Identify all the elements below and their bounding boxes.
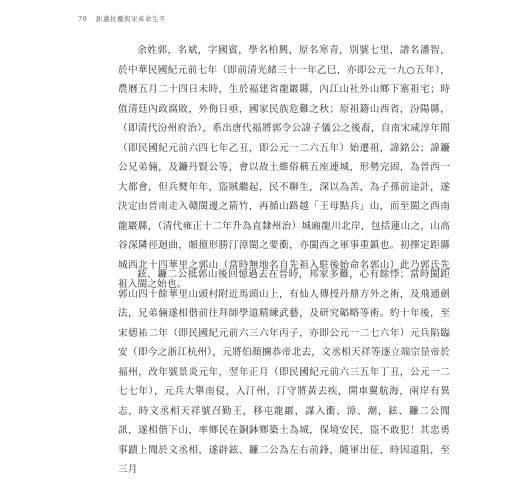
page-number: 70 xyxy=(78,15,88,23)
paragraph-2 xyxy=(118,265,450,480)
paragraph-1 xyxy=(118,41,450,295)
page-header xyxy=(78,14,166,23)
paragraph-text: 余姓郭，名斌，字國賓，學名柏興，原名寒青，別號七里，譜名潘智，於中華民國紀元前七年（即前清光緒三十一年乙巳，亦即公元一九○五年），農曆五月二十四日未時，生於福建省龍巖縣，內江山社外山鄉下寨祖宅；時值清廷內政腐敗，外侮日亟，國家民族危難之秋；原祖籍山西省，汾陽縣，（即清代汾州府治），系出唐代福將郭令公諱子儀公之後裔，自南宋咸淳年間（即民國紀元前六四七年乙丑，即公元一二六五年）始遷祖，諱銘公；諱鐮公兄弟倆，及鐮丹賢公等，會以故土維俗稱五座連城，形勢完固，為晉西一大都會，但兵燹年年，盜賊繼起，民不聊生，深以為苦，為子孫前途計，遂決定由晉南走入贛閩邊之箭竹，再循山路越「王母點兵」山，而至閩之西南龍巖縣，（清代雍正十二年升為直隸州治）城廂龍川北岸，包括蓮山之，山高谷深隣徑迴曲，頗擅形勝汀漳閩之要衝，亦閩西之軍事重鎮也。初擇定距縣城西北十四華里之郭山（當時無地名自先祖入駐後始命名郭山）此乃郭氏先祖入閩之始也。 xyxy=(118,45,450,290)
paragraph-text: 鉉、鐮二公抵郭山後回憶過去在晉時，邦家多難，心有餘悸；當時閩距郭山四十餘華里山頭村附近馬頭山上，有仙人傳授丹鼎方外之術，及飛通劍法，兄弟倆遂相偕前往拜師學道精練武藝，及研究韜略等術。約十年後，至宋德祐二年（即民國紀元前六三六年丙子，亦即公元一二七六年）元兵陷臨安（即今之浙江杭州），元將伯顏擄恭帝北去，文丞相天祥等逐立端宗昰帝於福州，改年號景炎元年，翌年正月（即民國紀元前六三五年丁丑，公元一二七七年），元兵大舉南侵，入汀州，汀守將黃去疾，開車翼航海，兩岸有異志，時文丞相天祥號召勤王，移屯龍巖，謀入衝、漳、潮，鉉、鐮二公聞訊，遂相偕下山，率鄉民在銅鉢鄉築土為城，保境安民，盜不敢犯！其忠勇事蹟上聞於文丞相，遂辟鉉、鐮二公為左右前鋒，隨軍出征，時因道阻，至三月 xyxy=(118,269,450,475)
running-title: 鉅邁抗擾與宋革命生平 xyxy=(95,15,166,23)
